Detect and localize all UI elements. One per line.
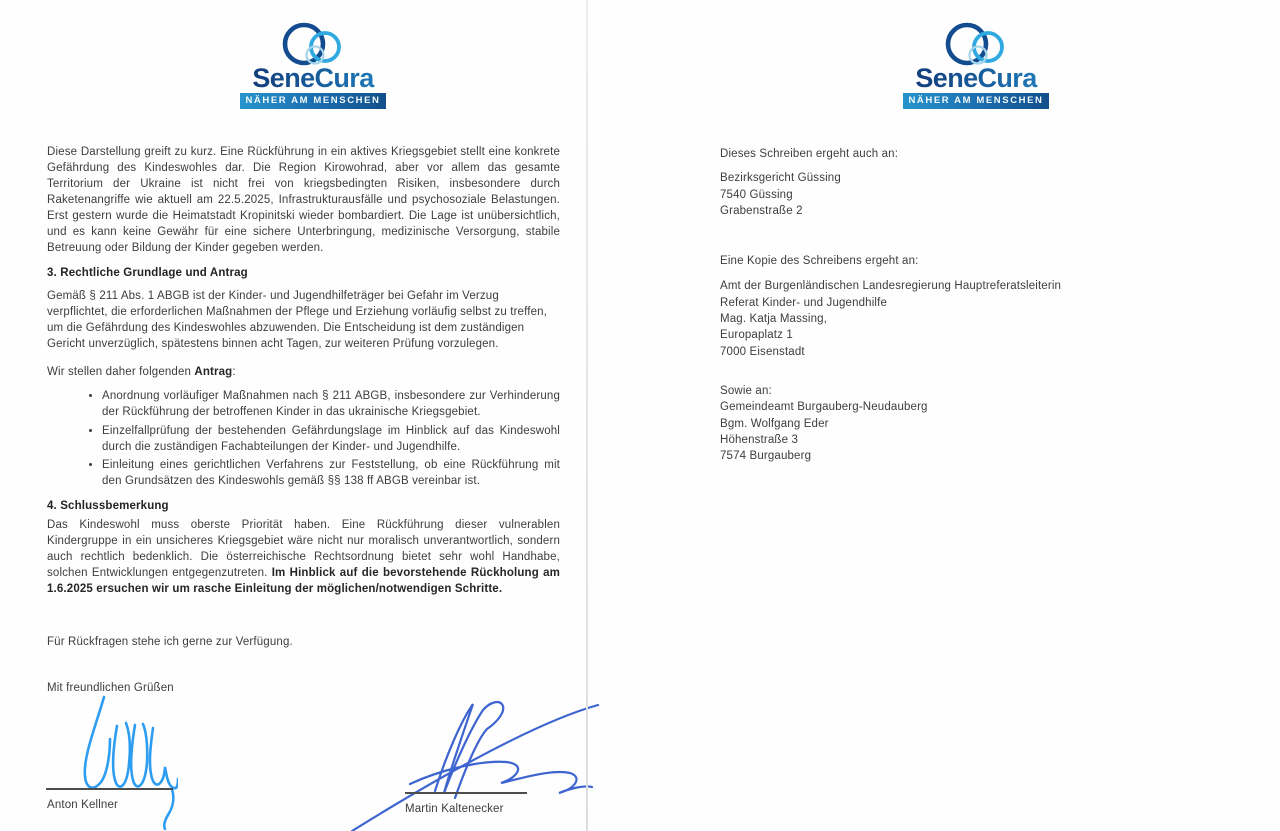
recipient-intro: Sowie an: bbox=[720, 384, 772, 397]
logo-wordmark: SeneCura bbox=[240, 65, 386, 91]
recipient-intro: Eine Kopie des Schreibens ergeht an: bbox=[720, 255, 919, 268]
address-line: 7540 Güssing bbox=[720, 188, 793, 201]
signature-line-anton bbox=[46, 788, 173, 790]
distribution-list bbox=[720, 146, 1150, 464]
recipient-block-gemeindeamt bbox=[720, 383, 1150, 464]
antrag-prefix: Wir stellen daher folgenden bbox=[47, 366, 195, 378]
signer-name-martin: Martin Kaltenecker bbox=[405, 803, 504, 815]
recipient-address bbox=[720, 399, 1150, 464]
address-line: Referat Kinder- und Jugendhilfe bbox=[720, 296, 888, 309]
antrag-line bbox=[47, 364, 560, 380]
section-3-heading: 3. Rechtliche Grundlage und Antrag bbox=[47, 267, 248, 279]
page-seam-divider bbox=[586, 0, 588, 831]
logo-tagline: NÄHER AM MENSCHEN bbox=[240, 93, 386, 109]
section-3-body: Gemäß § 211 Abs. 1 ABGB ist der Kinder- und Jugendhilfeträger bei Gefahr im Verzug verpflichtet, die erforderlichen Maßnahmen der Pflege und Erziehung vorläufig selbst zu treffen, um die Gefährdung des Kindeswohles abzuwenden. Die Entscheidung ist dem zuständigen Gericht unverzüglich, spätestens binnen acht Tagen, zur weiteren Prüfung vorzulegen. bbox=[47, 290, 548, 350]
section-4-bold: Im Hinblick auf die bevorstehende Rückholung am 1.6.2025 ersuchen wir um rasche Einleitung der möglichen/notwendigen Schritte. bbox=[47, 567, 561, 595]
recipient-block-landesregierung bbox=[720, 253, 1150, 360]
address-line: Höhenstraße 3 bbox=[720, 433, 799, 446]
address-line: Bezirksgericht Güssing bbox=[720, 172, 841, 185]
signature-line-martin bbox=[405, 792, 527, 794]
signer-name-anton: Anton Kellner bbox=[47, 799, 118, 811]
recipient-intro: Dieses Schreiben ergeht auch an: bbox=[720, 148, 899, 160]
logo-rings-icon bbox=[937, 22, 1015, 68]
logo-tagline: NÄHER AM MENSCHEN bbox=[903, 93, 1049, 109]
salutation-line: Mit freundlichen Grüßen bbox=[47, 682, 174, 694]
address-line: 7000 Eisenstadt bbox=[720, 345, 805, 358]
address-line: 7574 Burgauberg bbox=[720, 450, 812, 463]
letter-body bbox=[47, 144, 560, 696]
logo-rings-icon bbox=[274, 22, 352, 68]
antrag-bold: Antrag bbox=[194, 366, 233, 378]
address-line: Amt der Burgenländischen Landesregierung Hauptreferatsleiterin bbox=[720, 280, 1062, 293]
antrag-bullet-1: • Anordnung vorläufiger Maßnahmen nach § 211 ABGB, insbesondere zur Verhinderung der Rückführung der betroffenen Kinder in das ukrainische Kriegsgebiet. bbox=[102, 388, 560, 420]
recipient-block-court bbox=[720, 146, 1150, 219]
intro-paragraph: Diese Darstellung greift zu kurz. Eine Rückführung in ein aktives Kriegsgebiet stellt eine konkrete Gefährdung des Kindeswohles dar. Die Region Kirowohrad, aber vor allem das gesamte Territorium der Ukraine ist nicht frei von kriegsbedingten Risiken, insbesondere durch Raketenangriffe wie aktuell am 22.5.2025, Infrastrukturausfälle und psychosoziale Belastungen. Erst gestern wurde die Heimatstadt Kropinitski wieder bombardiert. Die Lage ist unübersichtlich, und es kann keine Gewähr für eine sichere Unterbringung, medizinische Versorgung, stabile Betreuung oder Bildung der Kinder gegeben werden. bbox=[47, 146, 560, 254]
recipient-address bbox=[720, 170, 1150, 219]
closing-line: Für Rückfragen stehe ich gerne zur Verfügung. bbox=[47, 636, 293, 648]
section-4-body bbox=[47, 517, 560, 597]
logo-wordmark: SeneCura bbox=[903, 65, 1049, 91]
address-line: Mag. Katja Massing, bbox=[720, 313, 828, 326]
senecura-logo-right bbox=[903, 22, 1049, 109]
antrag-suffix: : bbox=[232, 366, 236, 378]
address-line: Gemeindeamt Burgauberg-Neudauberg bbox=[720, 401, 928, 414]
address-line: Grabenstraße 2 bbox=[720, 204, 803, 217]
address-line: Bgm. Wolfgang Eder bbox=[720, 417, 829, 430]
section-4-heading: 4. Schlussbemerkung bbox=[47, 500, 169, 512]
recipient-address bbox=[720, 278, 1150, 359]
antrag-bullet-3: • Einleitung eines gerichtlichen Verfahrens zur Feststellung, ob eine Rückführung mit den Grundsätzen des Kindeswohls gemäß §§ 138 ff ABGB vereinbar ist. bbox=[102, 457, 560, 489]
senecura-logo-left bbox=[240, 22, 386, 109]
antrag-bullet-list bbox=[47, 388, 560, 489]
address-line: Europaplatz 1 bbox=[720, 329, 793, 342]
section-4-regular: Das Kindeswohl muss oberste Priorität haben. Eine Rückführung dieser vulnerablen Kindergruppe in ein unsicheres Kriegsgebiet wäre nicht nur moralisch unverantwortlich, sondern auch rechtlich bedenklich. Die österreichische Rechtsordnung bietet sehr wohl Handhabe, solchen Entwicklungen entgegenzutreten. bbox=[47, 519, 560, 579]
antrag-bullet-2: • Einzelfallprüfung der bestehenden Gefährdungslage im Hinblick auf das Kindeswohl durch die zuständigen Fachabteilungen der Kinder- und Jugendhilfe. bbox=[102, 423, 560, 455]
